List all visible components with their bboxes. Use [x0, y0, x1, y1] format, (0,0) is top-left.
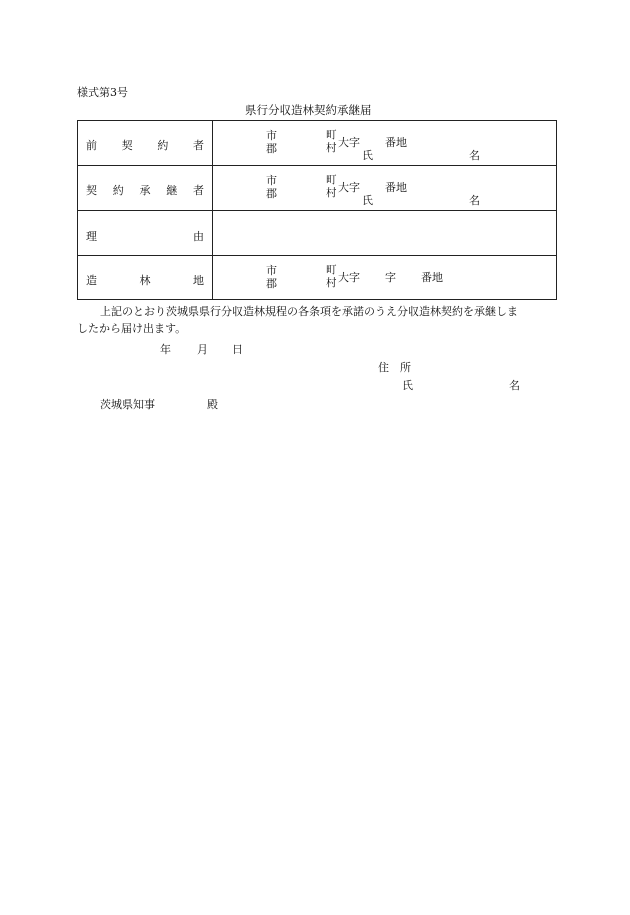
mura-label: 村 [326, 187, 337, 199]
mura-label: 村 [326, 142, 337, 154]
shi-name-label: 氏 [362, 194, 373, 207]
shi-label: 市 [266, 264, 277, 277]
applicant-address-label: 住 所 [378, 361, 411, 374]
label-previous-contractor: 前 契 約 者 [86, 139, 204, 152]
machi-label: 町 [326, 264, 337, 276]
mei-name-label: 名 [469, 149, 480, 162]
oaza-label: 大字 [338, 136, 360, 149]
label-reason: 理 由 [86, 230, 204, 243]
oaza-label: 大字 [338, 271, 360, 284]
form-table [77, 120, 557, 300]
mura-label: 村 [326, 277, 337, 289]
label-contract-successor: 契 約 承 継 者 [86, 184, 204, 197]
mei-name-label: 名 [469, 194, 480, 207]
body-text-line2: したから届け出ます。 [77, 322, 187, 335]
banchi-label: 番地 [385, 136, 407, 149]
gun-label: 郡 [266, 142, 277, 155]
date-day-label: 日 [232, 343, 243, 356]
addressee-name: 茨城県知事 [100, 398, 155, 411]
addressee-honorific: 殿 [207, 398, 218, 411]
applicant-name-label-mei: 名 [509, 379, 520, 392]
row-divider [78, 165, 556, 166]
oaza-label: 大字 [338, 181, 360, 194]
form-title: 県行分収造林契約承継届 [245, 103, 372, 117]
label-plantation-site: 造 林 地 [86, 274, 204, 287]
aza-label: 字 [385, 271, 396, 284]
machi-label: 町 [326, 174, 337, 186]
machi-label: 町 [326, 129, 337, 141]
shi-label: 市 [266, 174, 277, 187]
shi-label: 市 [266, 129, 277, 142]
gun-label: 郡 [266, 277, 277, 290]
date-month-label: 月 [197, 343, 208, 356]
gun-label: 郡 [266, 187, 277, 200]
form-number: 様式第3号 [77, 86, 128, 99]
row-divider [78, 255, 556, 256]
shi-name-label: 氏 [362, 149, 373, 162]
body-text-line1: 上記のとおり茨城県県行分収造林規程の各条項を承諾のうえ分収造林契約を承継しま [100, 305, 518, 318]
applicant-name-label-shi: 氏 [402, 379, 413, 392]
date-year-label: 年 [160, 343, 171, 356]
row-divider [78, 210, 556, 211]
banchi-label: 番地 [385, 181, 407, 194]
banchi-label: 番地 [421, 271, 443, 284]
